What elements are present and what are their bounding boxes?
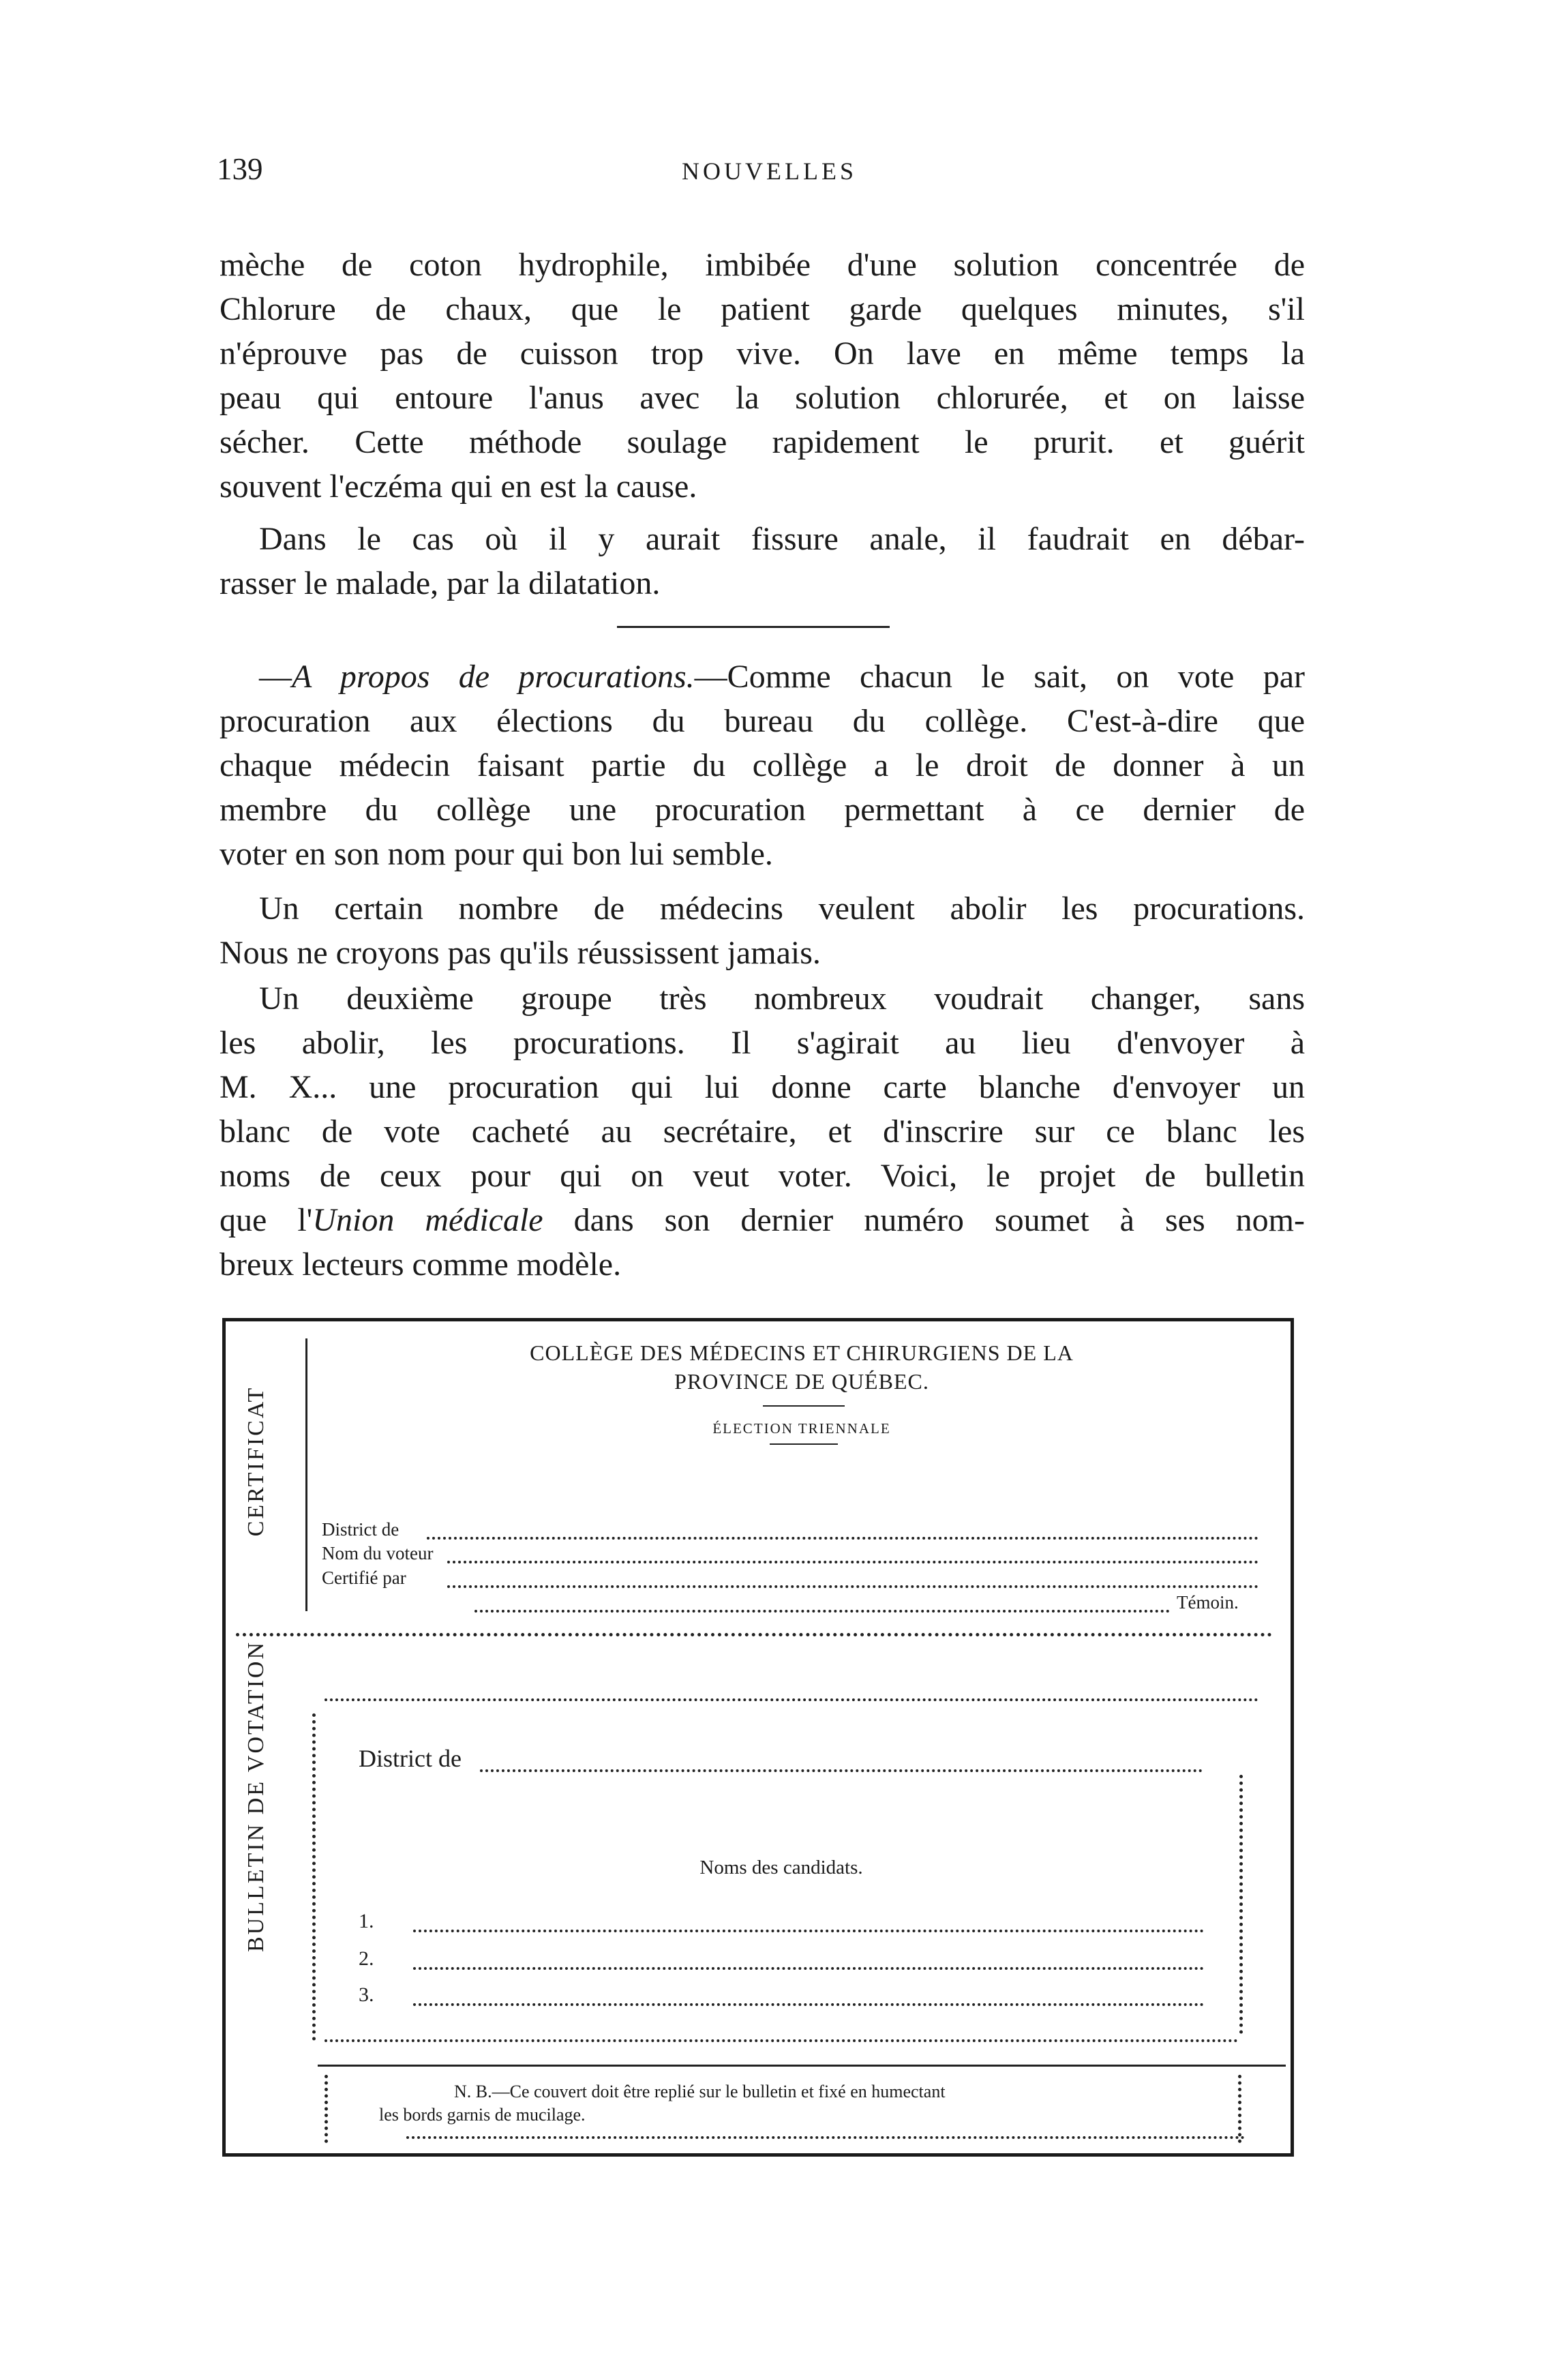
form-title-line-2: PROVINCE DE QUÉBEC. [674, 1369, 929, 1394]
page-number: 139 [217, 152, 263, 186]
bulletin-label: BULLETIN DE VOTATION [243, 1640, 269, 1952]
text-line: Dans le cas où il y aurait fissure anale, il faudrait en débar- [259, 521, 1305, 557]
form-title [345, 1338, 1258, 1396]
flap-left-dots [325, 2075, 328, 2143]
voter-dotted-line [447, 1561, 1258, 1563]
text-line: membre du collège une procuration permettant à ce dernier de [220, 792, 1305, 828]
bulletin-left-dots [312, 1713, 316, 2041]
text-line: les abolir, les procurations. Il s'agirait au lieu d'envoyer à [220, 1025, 1305, 1061]
text-line: breux lecteurs comme modèle. [220, 1246, 622, 1283]
form-outer-border [222, 1318, 1294, 2157]
witness-label: Témoin. [1177, 1592, 1239, 1613]
form-title-line-1: COLLÈGE DES MÉDECINS ET CHIRURGIENS DE LA [530, 1340, 1074, 1365]
note-line-1: N. B.—Ce couvert doit être replié sur le bulletin et fixé en humectant [454, 2082, 946, 2101]
candidate-dotted-line [413, 1930, 1204, 1932]
text-line: M. X... une procuration qui lui donne carte blanche d'envoyer un [220, 1069, 1305, 1105]
section-divider [617, 626, 890, 628]
text-line: Nous ne croyons pas qu'ils réussissent jamais. [220, 935, 821, 971]
text-line: souvent l'eczéma qui en est la cause. [220, 468, 697, 505]
flap-right-dots [1238, 2075, 1241, 2143]
running-head: NOUVELLES [682, 158, 857, 185]
certificat-label: CERTIFICAT [243, 1385, 269, 1537]
section-lead-line [220, 655, 1305, 699]
text-line: noms de ceux pour qui on veut voter. Voici, le projet de bulletin [220, 1158, 1305, 1194]
note-line-2: les bords garnis de mucilage. [379, 2105, 586, 2125]
text-line: Un deuxième groupe très nombreux voudrait changer, sans [259, 980, 1305, 1017]
text-line: peau qui entoure l'anus avec la solution chlorurée, et on laisse [220, 380, 1305, 416]
candidate-dotted-line [413, 2003, 1204, 2006]
voter-label: Nom du voteur [322, 1543, 434, 1563]
text-line: chaque médecin faisant partie du collège a le droit de donner à un [220, 747, 1305, 783]
bulletin-bottom-dots [325, 2039, 1238, 2042]
candidate-dotted-line [413, 1967, 1204, 1970]
ballot-right-dots [1239, 1775, 1243, 2034]
form-subtitle: ÉLECTION TRIENNALE [712, 1420, 891, 1437]
certified-label: Certifié par [322, 1568, 406, 1588]
candidate-number: 3. [359, 1983, 374, 2006]
subtitle-rule [770, 1443, 838, 1445]
text-line: Un certain nombre de médecins veulent abolir les procurations. [259, 890, 1305, 927]
certificat-separator [305, 1338, 307, 1611]
section-title: A propos de procurations. [292, 659, 695, 695]
section-procurations [220, 655, 1305, 876]
ballot-district-dotted-line [480, 1769, 1203, 1772]
fold-line [236, 1633, 1272, 1636]
paragraph-2 [220, 517, 1305, 605]
paragraph-3 [220, 886, 1305, 975]
text-line [220, 1198, 1305, 1242]
text-line: blanc de vote cacheté au secrétaire, et d'inscrire sur ce blanc les [220, 1113, 1305, 1150]
paragraph-4 [220, 976, 1305, 1287]
ballot-form [222, 1318, 1294, 2157]
candidates-heading: Noms des candidats. [699, 1857, 863, 1878]
text-line: rasser le malade, par la dilatation. [220, 565, 661, 601]
title-rule [763, 1405, 845, 1407]
section-lead-rest: —Comme chacun le sait, on vote par [694, 659, 1305, 695]
section-dash: — [259, 659, 292, 695]
line-post: dans son dernier numéro soumet à ses nom- [543, 1202, 1305, 1238]
ballot-district-label: District de [359, 1745, 462, 1772]
text-line: sécher. Cette méthode soulage rapidement le prurit. et guérit [220, 424, 1305, 460]
line-pre: que l' [220, 1202, 313, 1238]
journal-title: Union médicale [312, 1202, 543, 1238]
text-line: n'éprouve pas de cuisson trop vive. On lave en même temps la [220, 335, 1305, 372]
text-line: mèche de coton hydrophile, imbibée d'une solution concentrée de [220, 247, 1305, 283]
district-dotted-line [427, 1537, 1258, 1540]
flap-bottom-dots [406, 2136, 1245, 2139]
text-line: procuration aux élections du bureau du collège. C'est-à-dire que [220, 703, 1305, 739]
text-line: voter en son nom pour qui bon lui semble. [220, 836, 773, 872]
candidate-number: 1. [359, 1910, 374, 1932]
bulletin-top-dots [325, 1698, 1258, 1701]
certified-dotted-line [447, 1585, 1258, 1588]
witness-dotted-line [474, 1610, 1170, 1613]
text-line: Chlorure de chaux, que le patient garde quelques minutes, s'il [220, 291, 1305, 327]
paragraph-1 [220, 243, 1305, 509]
district-label: District de [322, 1519, 399, 1540]
note-block [379, 2080, 1224, 2127]
flap-rule [318, 2065, 1286, 2067]
candidate-number: 2. [359, 1947, 374, 1970]
